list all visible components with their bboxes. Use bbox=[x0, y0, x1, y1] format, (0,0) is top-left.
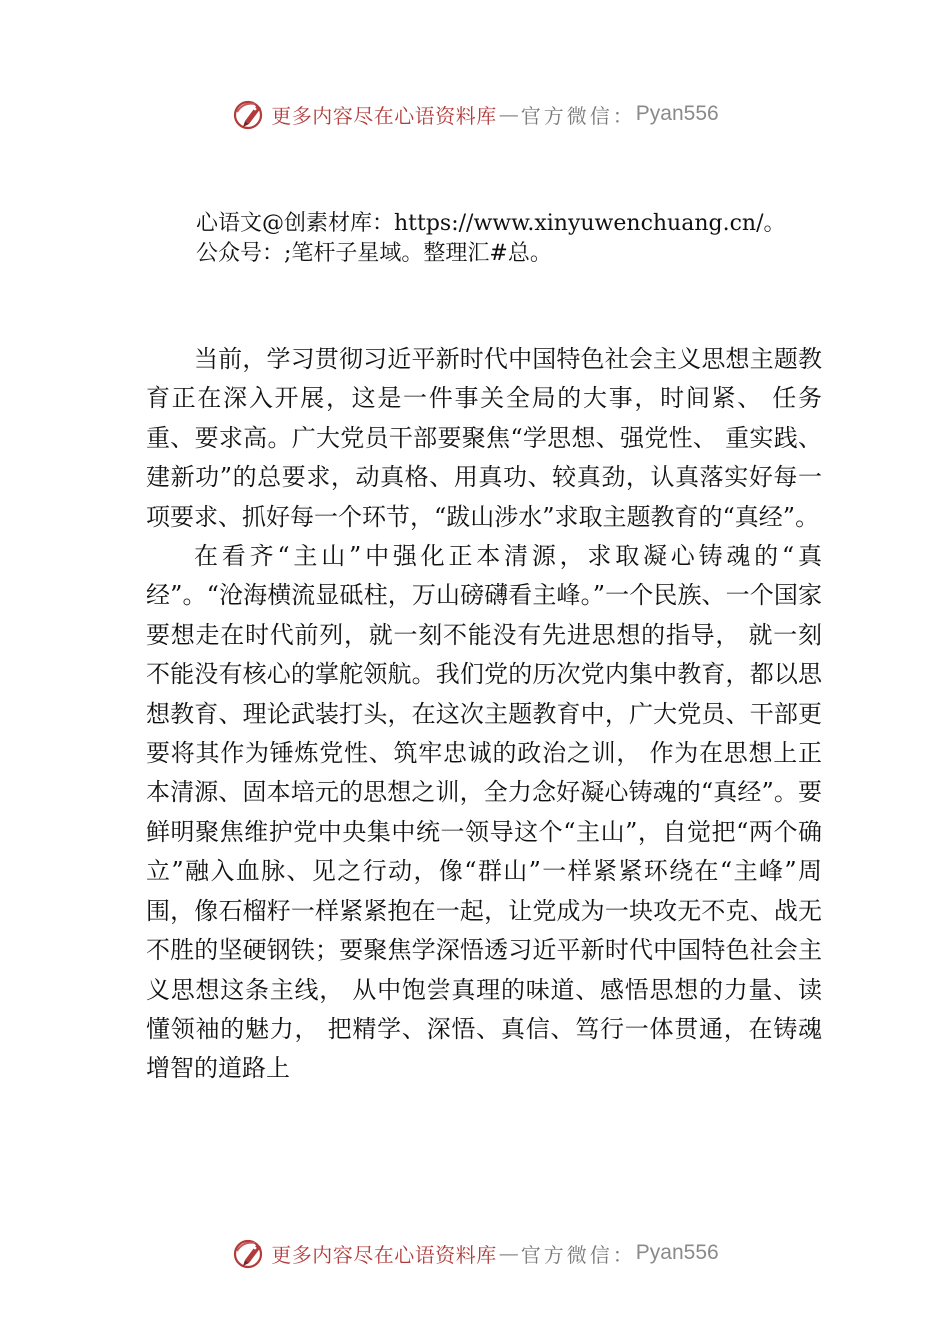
footer-banner bbox=[0, 1233, 950, 1273]
header-banner bbox=[0, 94, 950, 134]
article-paragraph: 在看齐“主山”中强化正本清源，求取凝心铸魂的“真经”。“沧海横流显砥柱，万山磅礴看主峰。”一个民族、一个国家要想走在时代前列，就一刻不能没有先进思想的指导， 就一刻不能没有核心的掌舵领航。我们党的历次党内集中教育，都以思想教育、理论武装打头，在这次主题教育中，广大党员、干部更要将其作为锤炼党性、筑牢忠诚的政治之训， 作为在思想上正本清源、固本培元的思想之训，全力念好凝心铸魂的“真经”。要鲜明聚焦维护党中央集中统一领导这个“主山”，自觉把“两个确立”融入血脉、见之行动，像“群山”一样紧紧环绕在“主峰”周围，像石榴籽一样紧紧抱在一起，让党成为一块攻无不克、战无不胜的坚硬钢铁；要聚焦学深悟透习近平新时代中国特色社会主义思想这条主线， 从中饱尝真理的味道、感悟思想的力量、读懂领袖的魅力， 把精学、深悟、真信、笃行一体贯通，在铸魂增智的道路上 bbox=[146, 542, 822, 1083]
banner-wechat-id: Pyan556 bbox=[635, 102, 719, 125]
pen-nib-logo-icon bbox=[231, 96, 267, 132]
pen-nib-logo-icon bbox=[231, 1235, 267, 1271]
banner-wechat-label: 官方微信： bbox=[520, 1242, 636, 1267]
source-line-account: 公众号：;笔杆子星域。整理汇#总。 bbox=[196, 241, 552, 266]
source-line-website: 心语文@创素材库：https://www.xinyuwenchuang.cn/。 bbox=[196, 211, 786, 236]
banner-separator: — bbox=[498, 102, 519, 126]
banner-main-text: 更多内容尽在心语资料库 bbox=[271, 103, 497, 128]
source-info bbox=[196, 209, 936, 269]
article-body bbox=[146, 340, 822, 1089]
banner-main-text: 更多内容尽在心语资料库 bbox=[271, 1242, 497, 1267]
banner-separator: — bbox=[498, 1241, 519, 1265]
article-paragraph: 当前，学习贯彻习近平新时代中国特色社会主义思想主题教育正在深入开展，这是一件事关全局的大事，时间紧、 任务重、要求高。广大党员干部要聚焦“学思想、强党性、 重实践、建新功”的总要求，动真格、用真功、较真劲，认真落实好每一项要求、抓好每一个环节，“跋山涉水”求取主题教育的“真经”。 bbox=[146, 345, 822, 531]
banner-wechat-id: Pyan556 bbox=[635, 1241, 719, 1264]
banner-wechat-label: 官方微信： bbox=[520, 103, 636, 128]
